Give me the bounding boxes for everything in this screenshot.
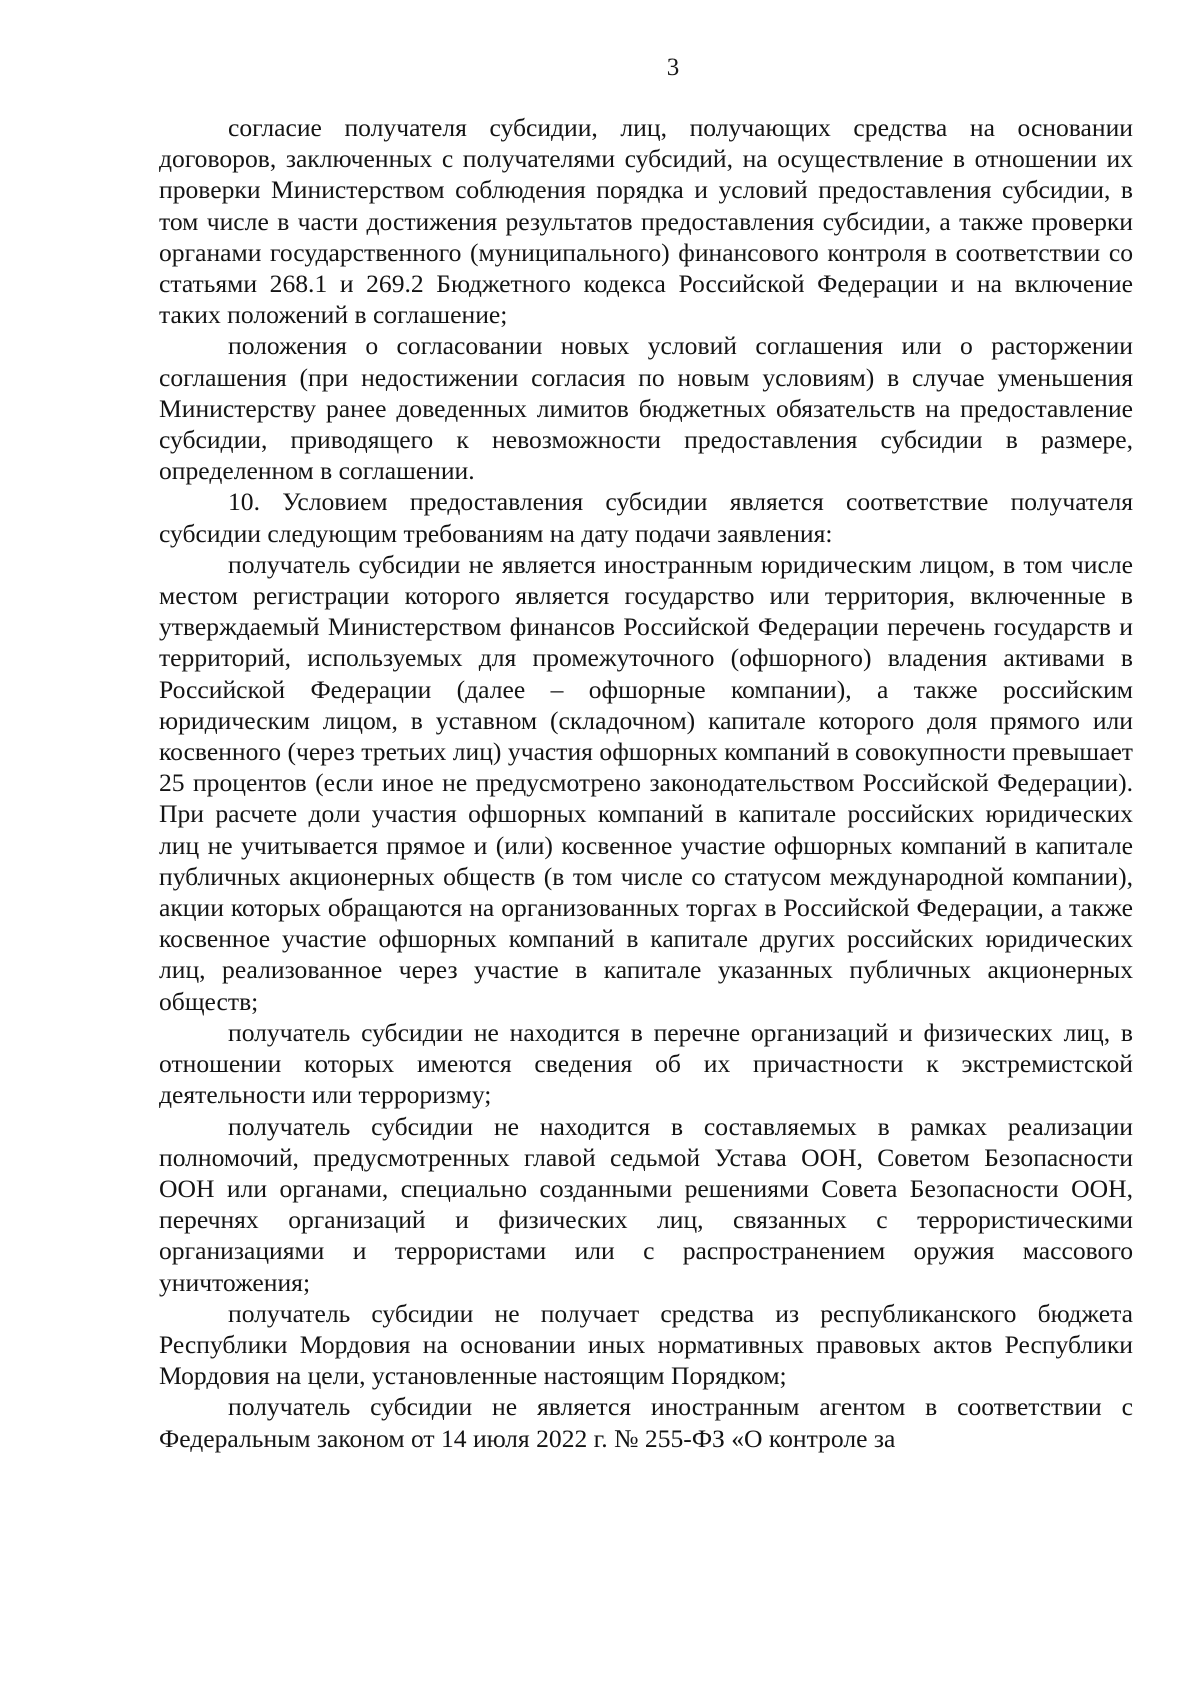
paragraph-no-other-budget-funds: получатель субсидии не получает средства из республиканского бюджета Республики Мордовия на основании иных нормативных правовых актов Республики Мордовия на цели, установленные настоящим Порядком; [159,1298,1133,1391]
document-body [159,112,1133,1454]
paragraph-not-un-list: получатель субсидии не находится в составляемых в рамках реализации полномочий, предусмотренных главой седьмой Устава ООН, Советом Безопасности ООН или органами, специально созданными решениями Совета Безопасности ООН, перечнях организаций и физических лиц, связанных с террористическими организациями и террористами или с распространением оружия массового уничтожения; [159,1111,1133,1297]
paragraph-not-foreign-agent: получатель субсидии не является иностранным агентом в соответствии с Федеральным законом от 14 июля 2022 г. № 255-ФЗ «О контроле за [159,1392,1133,1453]
paragraph-item-10: 10. Условием предоставления субсидии является соответствие получателя субсидии следующим требованиям на дату подачи заявления: [159,487,1133,548]
page-number: 3 [666,54,680,81]
paragraph-not-extremist-list: получатель субсидии не находится в перечне организаций и физических лиц, в отношении которых имеются сведения об их причастности к экстремистской деятельности или терроризму; [159,1017,1133,1110]
paragraph-agreement-conditions: положения о согласовании новых условий соглашения или о расторжении соглашения (при недостижении согласия по новым условиям) в случае уменьшения Министерству ранее доведенных лимитов бюджетных обязательств на предоставление субсидии, приводящего к невозможности предоставления субсидии в размере, определенном в соглашении. [159,331,1133,486]
paragraph-not-foreign-entity: получатель субсидии не является иностранным юридическим лицом, в том числе местом регистрации которого является государство или территория, включенные в утверждаемый Министерством финансов Российской Федерации перечень государств и территорий, используемых для промежуточного (офшорного) владения активами в Российской Федерации (далее – офшорные компании), а также российским юридическим лицом, в уставном (складочном) капитале которого доля прямого или косвенного (через третьих лиц) участия офшорных компаний в совокупности превышает 25 процентов (если иное не предусмотрено законодательством Российской Федерации). При расчете доли участия офшорных компаний в капитале российских юридических лиц не учитывается прямое и (или) косвенное участие офшорных компаний в капитале публичных акционерных обществ (в том числе со статусом международной компании), акции которых обращаются на организованных торгах в Российской Федерации, а также косвенное участие офшорных компаний в капитале других российских юридических лиц, реализованное через участие в капитале указанных публичных акционерных обществ; [159,549,1133,1016]
paragraph-consent-inspection: согласие получателя субсидии, лиц, получающих средства на основании договоров, заключенных с получателями субсидий, на осуществление в отношении их проверки Министерством соблюдения порядка и условий предоставления субсидии, в том числе в части достижения результатов предоставления субсидии, а также проверки органами государственного (муниципального) финансового контроля в соответствии со статьями 268.1 и 269.2 Бюджетного кодекса Российской Федерации и на включение таких положений в соглашение; [159,113,1133,330]
